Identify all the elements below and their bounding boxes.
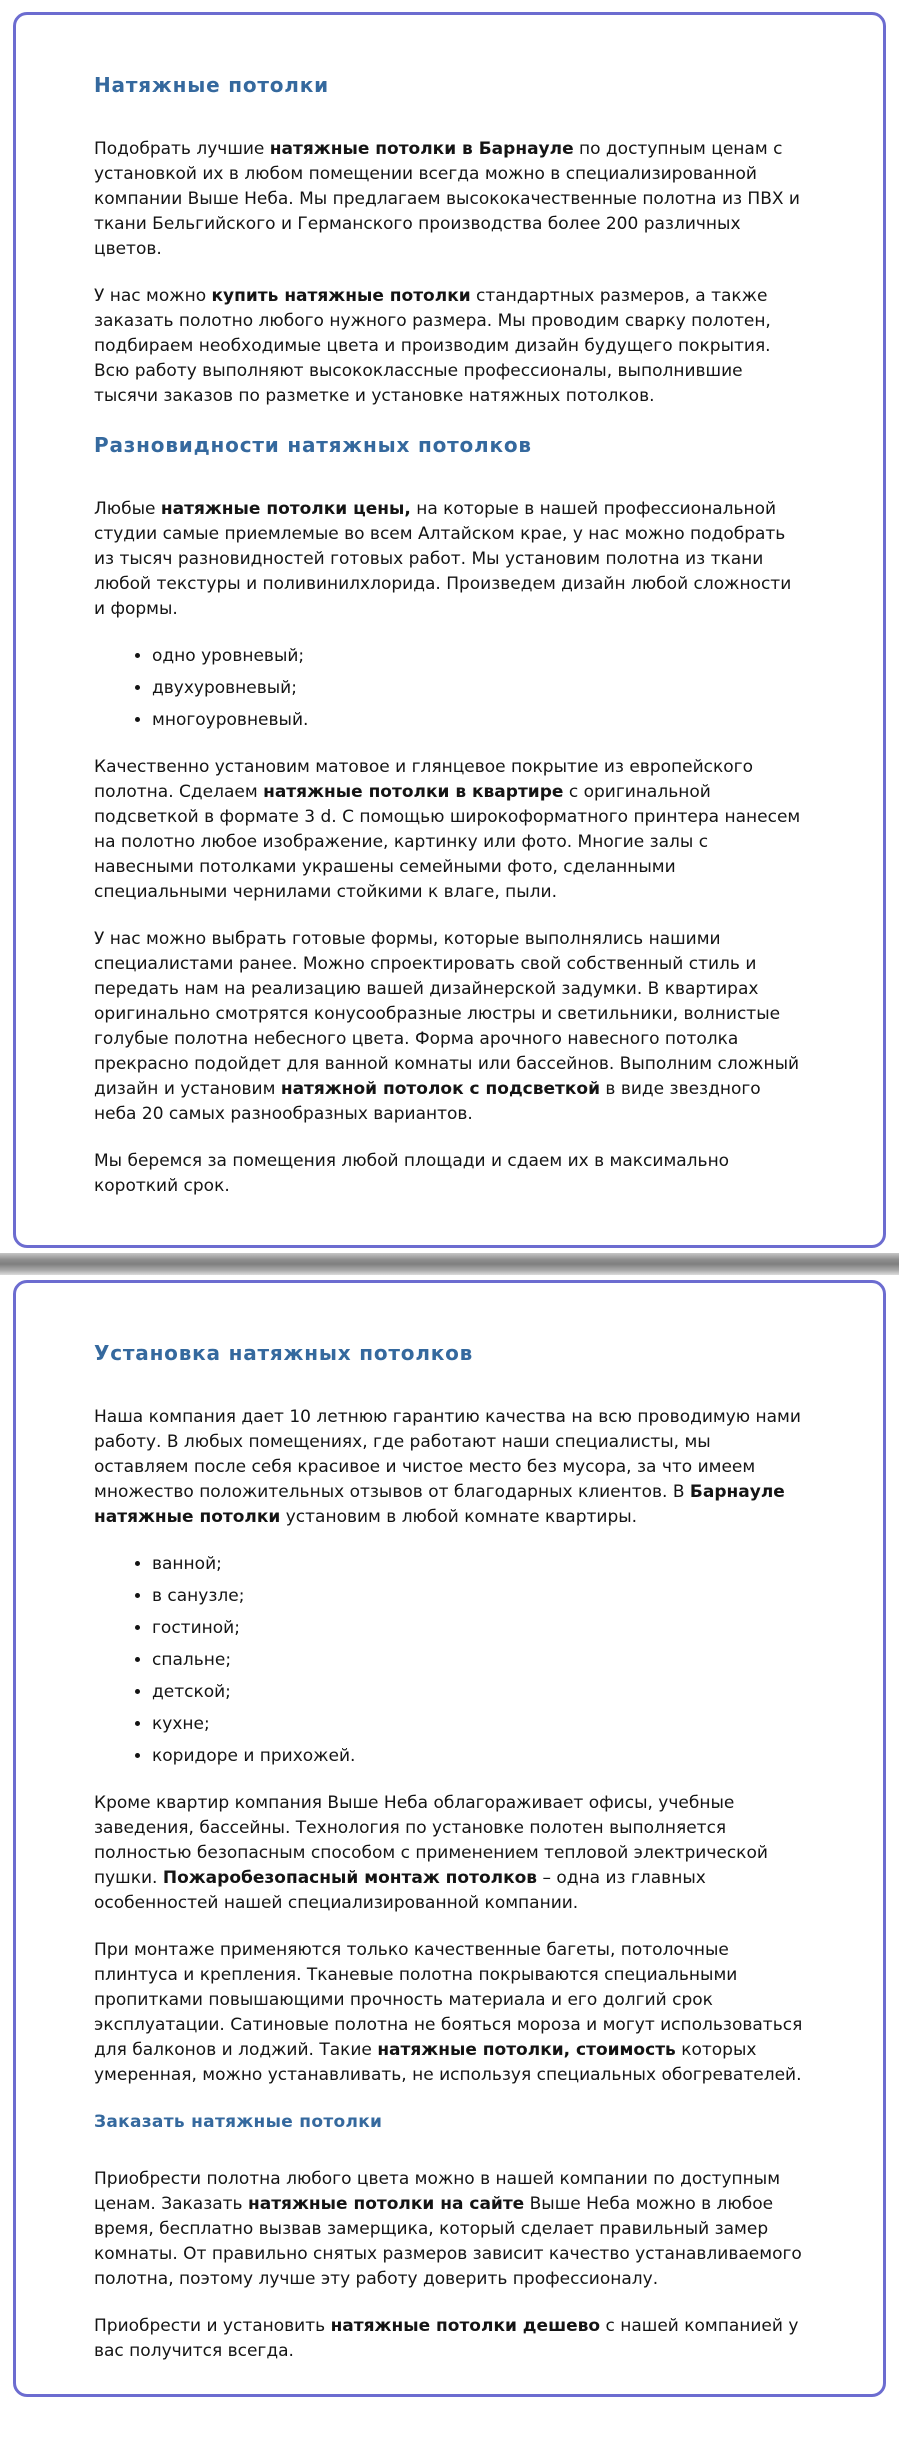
paragraph [94, 1791, 805, 1916]
text-run: У нас можно [94, 286, 212, 306]
text-run: Приобрести полотна любого цвета можно в нашей компании по доступным ценам. Заказать [94, 2169, 781, 2214]
list-item: • многоуровневый. [152, 708, 805, 733]
paragraph [94, 1938, 805, 2088]
text-run: Приобрести и установить [94, 2316, 331, 2336]
text-run: Любые [94, 499, 161, 519]
bold-text-run: Пожаробезопасный монтаж потолков [162, 1868, 538, 1888]
paragraph: Мы беремся за помещения любой площади и сдаем их в максимально короткий срок. [94, 1151, 730, 1196]
text-run: с нашей компанией у вас получится всегда. [94, 2316, 799, 2361]
text-run: – одна из главных особенностей нашей специализированной компании. [94, 1868, 706, 1913]
text-run: При монтаже применяются только качественные багеты, потолочные плинтуса и крепления. Тканевые полотна покрываются специальными пропитками повышающими прочность материала и его долгий срок эксплуатации. Сатиновые полотна не бояться мороза и могут использоваться для балконов и лоджий. Такие [94, 1940, 803, 2060]
paragraph [94, 927, 805, 1127]
bold-text-run: натяжные потолки в квартире [263, 782, 564, 802]
list-item: • одно уровневый; [152, 644, 805, 669]
list-item: • кухне; [152, 1712, 805, 1737]
bold-text-run: натяжные потолки дешево [330, 2316, 601, 2336]
section-heading-order: Заказать натяжные потолки [94, 2112, 383, 2132]
page-separator [0, 1253, 899, 1275]
paragraph [94, 755, 805, 905]
list-item: • в санузле; [152, 1584, 805, 1609]
text-run: с оригинальной подсветкой в формате 3 d. С помощью широкоформатного принтера нанесем на полотно любое изображение, картинку или фото. Многие залы с навесными потолками украшены семейными фото, сделанными специальными чернилами стойкими к влаге, пыли. [94, 782, 801, 902]
bold-text-run: натяжные потолки цены, [160, 499, 411, 519]
paragraph [94, 2167, 805, 2292]
text-run: Кроме квартир компания Выше Неба облагораживает офисы, учебные заведения, бассейны. Технология по установке полотен выполняется полностью безопасным способом с применением тепловой электрической пушки. [94, 1793, 768, 1888]
room-types-list [94, 1552, 805, 1769]
list-item: • коридоре и прихожей. [152, 1744, 805, 1769]
article-title-stretch-ceilings: Натяжные потолки [94, 73, 329, 97]
text-run: установим в любой комнате квартиры. [280, 1507, 638, 1527]
paragraph [94, 497, 805, 622]
list-item: • спальне; [152, 1648, 805, 1673]
bold-text-run: Барнауле натяжные потолки [94, 1482, 785, 1527]
bold-text-run: натяжные потолки, стоимость [377, 2040, 676, 2060]
page [0, 12, 899, 2397]
article-card-stretch-ceilings [13, 12, 886, 1248]
text-run: по доступным ценам с установкой их в любом помещении всегда можно в специализированной компании Выше Неба. Мы предлагаем высококачественные полотна из ПВХ и ткани Бельгийского и Германского производства более 200 различных цветов. [94, 139, 800, 259]
ceiling-types-list [94, 644, 805, 733]
text-run: Выше Неба можно в любое время, бесплатно вызвав замерщика, который сделает правильный замер комнаты. От правильно снятых размеров зависит качество устанавливаемого полотна, поэтому лучше эту работу доверить профессионалу. [94, 2194, 802, 2289]
bold-text-run: натяжной потолок с подсветкой [280, 1079, 601, 1099]
list-item: • детской; [152, 1680, 805, 1705]
text-run: стандартных размеров, а также заказать полотно любого нужного размера. Мы проводим сварку полотен, подбираем необходимые цвета и производим дизайн будущего покрытия. Всю работу выполняют высококлассные профессионалы, выполнившие тысячи заказов по разметке и установке натяжных потолков. [94, 286, 771, 406]
bold-text-run: натяжные потолки на сайте [247, 2194, 525, 2214]
paragraph [94, 1405, 805, 1530]
text-run: Наша компания дает 10 летнюю гарантию качества на всю проводимую нами работу. В любых помещениях, где работают наши специалисты, мы оставляем после себя красивое и чистое место без мусора, за что имеем множество положительных отзывов от благодарных клиентов. В [94, 1407, 801, 1502]
text-run: в виде звездного неба 20 самых разнообразных вариантов. [94, 1079, 761, 1124]
bold-text-run: натяжные потолки в Барнауле [269, 139, 574, 159]
article-card-installation [13, 1280, 886, 2397]
text-run: на которые в нашей профессиональной студии самые приемлемые во всем Алтайском крае, у нас можно подобрать из тысяч разновидностей готовых работ. Мы установим полотна из ткани любой текстуры и поливинилхлорида. Произведем дизайн любой сложности и формы. [94, 499, 792, 619]
list-item: • ванной; [152, 1552, 805, 1577]
text-run: Подобрать лучшие [94, 139, 270, 159]
paragraph [94, 2314, 805, 2364]
paragraph [94, 284, 805, 409]
section-heading-varieties: Разновидности натяжных потолков [94, 433, 532, 457]
list-item: • гостиной; [152, 1616, 805, 1641]
text-run: У нас можно выбрать готовые формы, которые выполнялись нашими специалистами ранее. Можно спроектировать свой собственный стиль и передать нам на реализацию вашей дизайнерской задумки. В квартирах оригинально смотрятся конусообразные люстры и светильники, волнистые голубые полотна небесного цвета. Форма арочного навесного потолка прекрасно подойдет для ванной комнаты или бассейнов. Выполним сложный дизайн и установим [94, 929, 800, 1099]
paragraph [94, 137, 805, 262]
bold-text-run: купить натяжные потолки [211, 286, 471, 306]
text-run: которых умеренная, можно устанавливать, не используя специальных обогревателей. [94, 2040, 802, 2085]
article-title-installation: Установка натяжных потолков [94, 1341, 474, 1365]
list-item: • двухуровневый; [152, 676, 805, 701]
text-run: Качественно установим матовое и глянцевое покрытие из европейского полотна. Сделаем [94, 757, 753, 802]
